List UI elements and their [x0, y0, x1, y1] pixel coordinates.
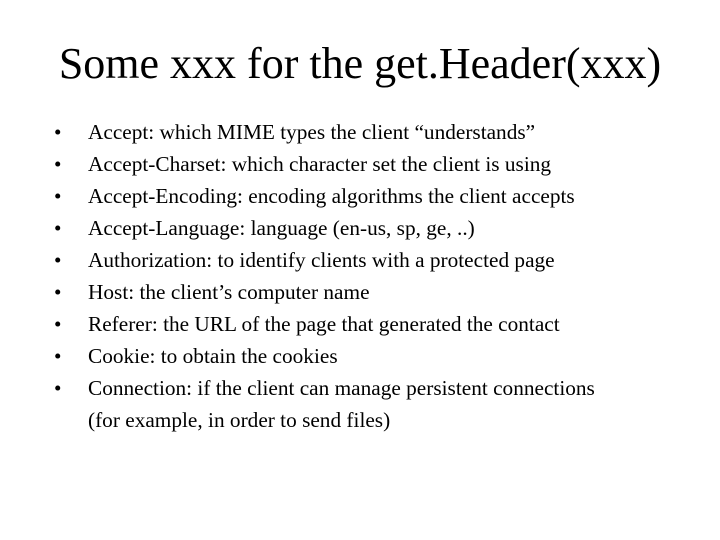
bullet-item-accept-charset [54, 148, 694, 180]
bullet-item-host [54, 276, 694, 308]
bullet-icon: • [54, 248, 62, 272]
bullet-icon: • [54, 152, 62, 176]
bullet-text: Accept-Language: language (en-us, sp, ge, ..) [88, 216, 475, 240]
bullet-item-accept-encoding [54, 180, 694, 212]
bullet-text: Accept-Charset: which character set the client is using [88, 152, 552, 176]
bullet-text: Cookie: to obtain the cookies [88, 344, 338, 368]
bullet-text: Referer: the URL of the page that generated the contact [88, 312, 560, 336]
bullet-text: Accept-Encoding: encoding algorithms the client accepts [88, 184, 575, 208]
bullet-icon: • [54, 312, 62, 336]
bullet-text: Host: the client’s computer name [88, 280, 370, 304]
bullet-text: Connection: if the client can manage persistent connections [88, 376, 595, 400]
bullet-text-continuation: (for example, in order to send files) [88, 408, 391, 432]
bullet-item-cookie [54, 340, 694, 372]
bullet-list [54, 116, 694, 436]
slide-title: Some xxx for the get.Header(xxx) [58, 39, 662, 88]
bullet-icon: • [54, 344, 62, 368]
bullet-item-authorization [54, 244, 694, 276]
bullet-text: Authorization: to identify clients with a protected page [88, 248, 555, 272]
bullet-text: Accept: which MIME types the client “understands” [88, 120, 536, 144]
bullet-item-accept-language [54, 212, 694, 244]
bullet-icon: • [54, 280, 62, 304]
bullet-icon: • [54, 216, 62, 240]
bullet-icon: • [54, 184, 62, 208]
bullet-icon: • [54, 376, 62, 400]
bullet-item-accept [54, 116, 694, 148]
bullet-item-connection [54, 372, 694, 436]
bullet-item-referer [54, 308, 694, 340]
bullet-icon: • [54, 120, 62, 144]
